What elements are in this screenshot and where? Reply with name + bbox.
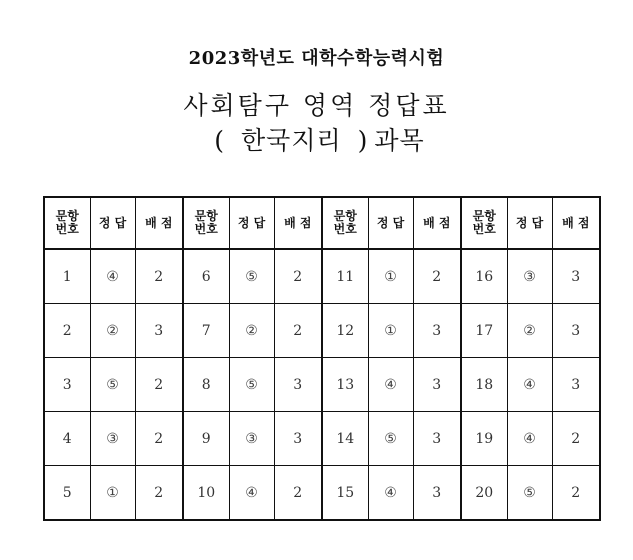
question-number-cell: 5 [44,466,90,521]
question-number-cell: 8 [183,358,229,412]
answer-cell: ① [368,304,413,358]
answer-cell: ⑤ [507,466,552,521]
header-points: 배 점 [413,197,461,249]
header-question-line2: 번호 [333,222,357,236]
question-number-cell: 6 [183,249,229,304]
table-row [44,249,600,304]
question-number-cell: 10 [183,466,229,521]
question-number-cell: 18 [461,358,507,412]
subject-name: 한국지리 [241,126,342,155]
header-question-line2: 번호 [55,222,79,236]
header-answer: 정 답 [229,197,274,249]
points-cell: 3 [274,412,322,466]
header-question-line1: 문항 [472,209,496,223]
answer-cell: ① [368,249,413,304]
answer-cell: ② [229,304,274,358]
question-number-cell: 2 [44,304,90,358]
table-row [44,412,600,466]
answer-key-table [43,196,601,521]
points-cell: 2 [413,249,461,304]
question-number-cell: 14 [322,412,368,466]
answer-cell: ⑤ [90,358,135,412]
header-question-line1: 문항 [333,209,357,223]
answer-cell: ④ [368,466,413,521]
points-cell: 3 [413,466,461,521]
table-row [44,466,600,521]
subtitle-suffix: 과목 [374,126,425,155]
header-points: 배 점 [135,197,183,249]
points-cell: 3 [552,304,600,358]
answer-cell: ⑤ [368,412,413,466]
header-points: 배 점 [552,197,600,249]
question-number-cell: 4 [44,412,90,466]
header-points: 배 점 [274,197,322,249]
question-number-cell: 3 [44,358,90,412]
points-cell: 2 [274,249,322,304]
points-cell: 2 [135,466,183,521]
answer-cell: ③ [507,249,552,304]
answer-cell: ④ [229,466,274,521]
question-number-cell: 15 [322,466,368,521]
answer-cell: ② [507,304,552,358]
points-cell: 2 [552,466,600,521]
exam-year-title: 2023학년도 대학수학능력시험 [188,48,445,69]
header-question-line1: 문항 [194,209,218,223]
points-cell: 3 [413,358,461,412]
question-number-cell: 12 [322,304,368,358]
header-question-number [322,197,368,249]
points-cell: 2 [135,358,183,412]
header-answer: 정 답 [507,197,552,249]
points-cell: 2 [135,412,183,466]
question-number-cell: 9 [183,412,229,466]
header-answer: 정 답 [368,197,413,249]
answer-cell: ④ [368,358,413,412]
header-question-line2: 번호 [194,222,218,236]
question-number-cell: 19 [461,412,507,466]
answer-cell: ④ [507,412,552,466]
header-question-line2: 번호 [472,222,496,236]
subject-subtitle [0,121,633,157]
page-title: 사회탐구 영역 정답표 [183,91,450,120]
question-number-cell: 20 [461,466,507,521]
header-question-number [461,197,507,249]
answer-cell: ③ [90,412,135,466]
subtitle-open-paren: ( [214,126,226,155]
question-number-cell: 1 [44,249,90,304]
answer-cell: ① [90,466,135,521]
points-cell: 3 [135,304,183,358]
points-cell: 2 [135,249,183,304]
points-cell: 2 [274,466,322,521]
points-cell: 3 [552,249,600,304]
answer-cell: ② [90,304,135,358]
answer-cell: ④ [507,358,552,412]
header-row [44,197,600,249]
subtitle-close-paren: ) [357,126,369,155]
points-cell: 2 [274,304,322,358]
table-row [44,304,600,358]
question-number-cell: 13 [322,358,368,412]
table-row [44,358,600,412]
header-question-number [44,197,90,249]
header-question-number [183,197,229,249]
answer-key-body [44,197,600,520]
question-number-cell: 16 [461,249,507,304]
answer-cell: ③ [229,412,274,466]
points-cell: 3 [274,358,322,412]
header-question-line1: 문항 [55,209,79,223]
answer-cell: ⑤ [229,358,274,412]
points-cell: 3 [552,358,600,412]
points-cell: 3 [413,304,461,358]
answer-cell: ④ [90,249,135,304]
answer-cell: ⑤ [229,249,274,304]
header-answer: 정 답 [90,197,135,249]
question-number-cell: 7 [183,304,229,358]
question-number-cell: 17 [461,304,507,358]
question-number-cell: 11 [322,249,368,304]
points-cell: 2 [552,412,600,466]
points-cell: 3 [413,412,461,466]
